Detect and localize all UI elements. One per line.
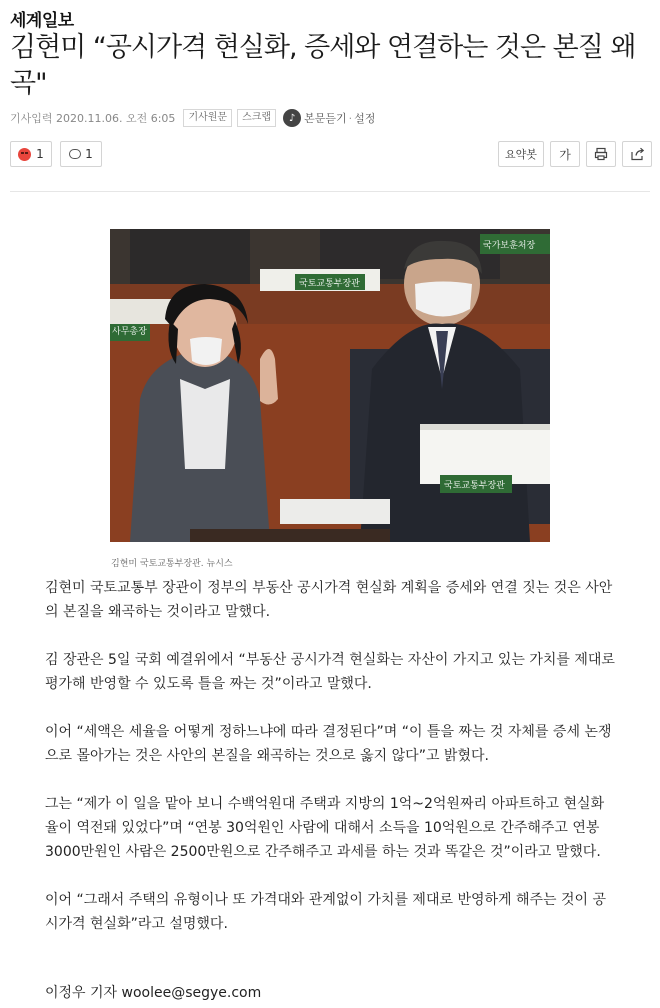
press-logo[interactable]: 세계일보 bbox=[10, 11, 74, 31]
share-button[interactable] bbox=[622, 141, 652, 167]
comment-button[interactable] bbox=[60, 141, 102, 167]
paragraph-3: 이어 “세액은 세율을 어떻게 정하느냐에 따라 결정된다”며 “이 틀을 짜는 것 자체를 증세 논쟁으로 몰아가는 것은 사안의 본질을 왜곡하는 것으로 옳지 않다”고 밝혔다. bbox=[45, 724, 612, 764]
summary-bot-button[interactable]: 요약봇 bbox=[498, 141, 544, 167]
comment-count: 1 bbox=[85, 147, 93, 161]
svg-text:사무총장: 사무총장 bbox=[112, 327, 147, 337]
header-divider bbox=[10, 191, 650, 192]
original-article-link[interactable]: 기사원문 bbox=[183, 109, 232, 127]
print-icon bbox=[594, 147, 608, 161]
paragraph-1: 김현미 국토교통부 장관이 정부의 부동산 공시가격 현실화 계획을 증세와 연결 짓는 것은 사안의 본질을 왜곡하는 것이라고 말했다. bbox=[45, 580, 613, 620]
svg-text:국토교통부장관: 국토교통부장관 bbox=[444, 481, 505, 491]
article-date: 기사입력 2020.11.06. 오전 6:05 bbox=[10, 112, 176, 125]
reporter-byline: 이정우 기자 woolee@segye.com bbox=[45, 985, 262, 1001]
photo-caption: 김현미 국토교통부장관. 뉴시스 bbox=[111, 559, 233, 569]
font-size-button[interactable]: 가 bbox=[550, 141, 580, 167]
speaker-icon[interactable]: ♪ bbox=[283, 109, 301, 127]
svg-text:국토교통부장관: 국토교통부장관 bbox=[299, 279, 360, 289]
svg-text:국가보훈처장: 국가보훈처장 bbox=[483, 241, 536, 251]
reaction-count: 1 bbox=[36, 147, 44, 161]
print-button[interactable] bbox=[586, 141, 616, 167]
paragraph-5: 이어 “그래서 주택의 유형이나 또 가격대와 관계없이 가치를 제대로 반영하게 해주는 것이 공시가격 현실화”라고 설명했다. bbox=[45, 892, 607, 932]
scrap-button[interactable]: 스크랩 bbox=[237, 109, 276, 127]
photo-illustration bbox=[110, 229, 550, 542]
reaction-button[interactable] bbox=[10, 141, 52, 167]
comment-bubble-icon bbox=[69, 149, 81, 159]
tool-bar bbox=[498, 141, 652, 167]
article-photo bbox=[110, 229, 550, 542]
angry-face-icon bbox=[18, 148, 31, 161]
listen-settings-link[interactable]: 설정 bbox=[354, 112, 376, 125]
article-meta bbox=[10, 108, 375, 128]
reaction-bar bbox=[10, 141, 102, 167]
share-icon bbox=[630, 147, 645, 161]
paragraph-4: 그는 “제가 이 일을 맡아 보니 수백억원대 주택과 지방의 1억~2억원짜리 아파트하고 현실화율이 역전돼 있었다”며 “연봉 30억원인 사람에 대해서 소득을 10억원으로 간주해주고 연봉 3000만원인 사람은 2500만원으로 간주해주고 과세를 하는 것과 똑같은 것”이라고 말했다. bbox=[45, 796, 605, 860]
listen-button[interactable]: 본문듣기 bbox=[304, 112, 347, 125]
article-body bbox=[45, 576, 615, 960]
meta-separator: · bbox=[348, 111, 353, 125]
paragraph-2: 김 장관은 5일 국회 예결위에서 “부동산 공시가격 현실화는 자산이 가지고 있는 가치를 제대로 평가해 반영할 수 있도록 틀을 짜는 것”이라고 말했다. bbox=[45, 652, 615, 692]
article-title: 김현미 “공시가격 현실화, 증세와 연결하는 것은 본질 왜곡" bbox=[10, 32, 636, 99]
